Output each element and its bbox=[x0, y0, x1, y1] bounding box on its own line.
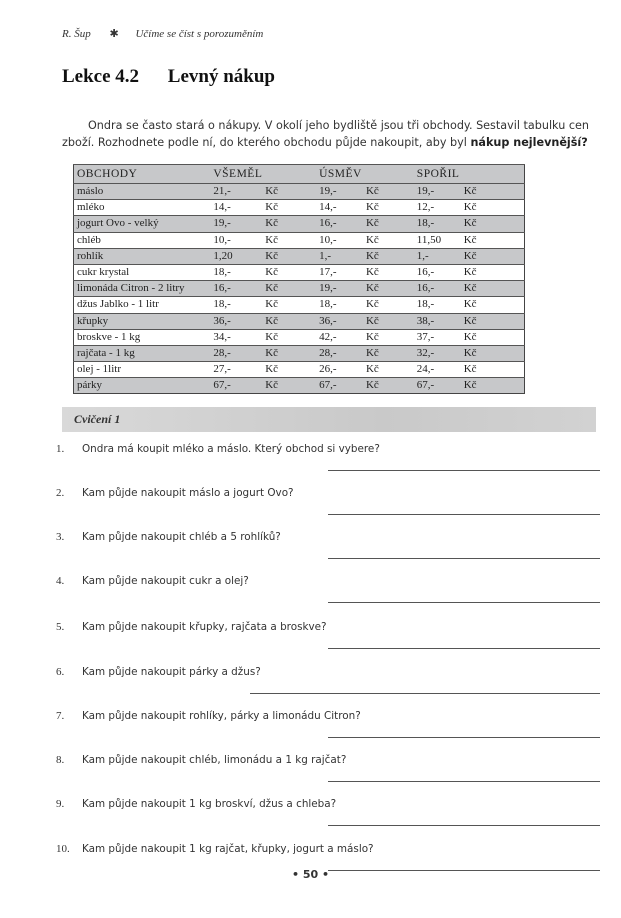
price-sporil: 32,- bbox=[414, 345, 461, 361]
price-sporil: 24,- bbox=[414, 362, 461, 378]
price-usmev: 19,- bbox=[316, 281, 363, 297]
currency: Kč bbox=[363, 362, 414, 378]
price-vsemel: 27,- bbox=[210, 362, 262, 378]
item-name: cukr krystal bbox=[74, 264, 211, 280]
price-vsemel: 10,- bbox=[210, 232, 262, 248]
price-sporil: 11,50 bbox=[414, 232, 461, 248]
table-row bbox=[74, 200, 525, 216]
col-header-vsemel: VŠEMĚL bbox=[210, 165, 316, 184]
item-name: rohlík bbox=[74, 248, 211, 264]
price-vsemel: 19,- bbox=[210, 216, 262, 232]
item-name: limonáda Citron - 2 litry bbox=[74, 281, 211, 297]
item-name: broskve - 1 kg bbox=[74, 329, 211, 345]
currency: Kč bbox=[363, 216, 414, 232]
question-number: 4. bbox=[56, 575, 65, 587]
answer-line[interactable] bbox=[328, 470, 600, 471]
currency: Kč bbox=[363, 281, 414, 297]
currency: Kč bbox=[262, 329, 316, 345]
price-usmev: 16,- bbox=[316, 216, 363, 232]
question-number: 7. bbox=[56, 710, 65, 722]
currency: Kč bbox=[262, 281, 316, 297]
price-usmev: 26,- bbox=[316, 362, 363, 378]
currency: Kč bbox=[262, 313, 316, 329]
currency: Kč bbox=[461, 184, 525, 200]
question-text: Ondra má koupit mléko a máslo. Který obchod si vybere? bbox=[82, 443, 380, 455]
currency: Kč bbox=[461, 329, 525, 345]
item-name: chléb bbox=[74, 232, 211, 248]
currency: Kč bbox=[363, 232, 414, 248]
question-text: Kam půjde nakoupit cukr a olej? bbox=[82, 575, 249, 587]
currency: Kč bbox=[262, 378, 316, 394]
question-text: Kam půjde nakoupit 1 kg rajčat, křupky, jogurt a máslo? bbox=[82, 843, 374, 855]
currency: Kč bbox=[262, 184, 316, 200]
question-item bbox=[56, 710, 361, 722]
question-item bbox=[56, 754, 346, 766]
table-row bbox=[74, 313, 525, 329]
currency: Kč bbox=[363, 264, 414, 280]
price-usmev: 1,- bbox=[316, 248, 363, 264]
question-item bbox=[56, 531, 281, 543]
price-sporil: 12,- bbox=[414, 200, 461, 216]
intro-bold: nákup nejlevnější? bbox=[470, 136, 588, 149]
currency: Kč bbox=[363, 345, 414, 361]
table-row bbox=[74, 248, 525, 264]
table-row bbox=[74, 232, 525, 248]
price-sporil: 18,- bbox=[414, 216, 461, 232]
answer-line[interactable] bbox=[328, 825, 600, 826]
question-item bbox=[56, 666, 261, 678]
question-number: 5. bbox=[56, 621, 65, 633]
price-sporil: 16,- bbox=[414, 281, 461, 297]
currency: Kč bbox=[363, 378, 414, 394]
currency: Kč bbox=[262, 200, 316, 216]
price-sporil: 19,- bbox=[414, 184, 461, 200]
answer-line[interactable] bbox=[328, 558, 600, 559]
question-number: 2. bbox=[56, 487, 65, 499]
currency: Kč bbox=[461, 232, 525, 248]
question-number: 1. bbox=[56, 443, 65, 455]
currency: Kč bbox=[262, 362, 316, 378]
price-usmev: 28,- bbox=[316, 345, 363, 361]
price-usmev: 67,- bbox=[316, 378, 363, 394]
price-usmev: 36,- bbox=[316, 313, 363, 329]
item-name: máslo bbox=[74, 184, 211, 200]
item-name: jogurt Ovo - velký bbox=[74, 216, 211, 232]
answer-line[interactable] bbox=[250, 693, 600, 694]
currency: Kč bbox=[461, 378, 525, 394]
question-text: Kam půjde nakoupit chléb a 5 rohlíků? bbox=[82, 531, 281, 543]
question-number: 8. bbox=[56, 754, 65, 766]
question-text: Kam půjde nakoupit 1 kg broskví, džus a chleba? bbox=[82, 798, 337, 810]
price-sporil: 16,- bbox=[414, 264, 461, 280]
price-usmev: 14,- bbox=[316, 200, 363, 216]
question-text: Kam půjde nakoupit křupky, rajčata a broskve? bbox=[82, 621, 327, 633]
table-row bbox=[74, 297, 525, 313]
question-text: Kam půjde nakoupit párky a džus? bbox=[82, 666, 261, 678]
currency: Kč bbox=[363, 184, 414, 200]
price-usmev: 42,- bbox=[316, 329, 363, 345]
price-vsemel: 21,- bbox=[210, 184, 262, 200]
price-vsemel: 34,- bbox=[210, 329, 262, 345]
running-header bbox=[62, 27, 263, 40]
currency: Kč bbox=[363, 297, 414, 313]
answer-line[interactable] bbox=[328, 737, 600, 738]
table-row bbox=[74, 362, 525, 378]
item-name: křupky bbox=[74, 313, 211, 329]
answer-line[interactable] bbox=[328, 781, 600, 782]
price-sporil: 37,- bbox=[414, 329, 461, 345]
price-vsemel: 28,- bbox=[210, 345, 262, 361]
intro-paragraph bbox=[62, 117, 607, 151]
table-header-row bbox=[74, 165, 525, 184]
lesson-name: Levný nákup bbox=[167, 66, 275, 87]
price-usmev: 18,- bbox=[316, 297, 363, 313]
question-number: 10. bbox=[56, 843, 70, 855]
price-vsemel: 36,- bbox=[210, 313, 262, 329]
question-item bbox=[56, 798, 336, 810]
currency: Kč bbox=[461, 200, 525, 216]
page-number: • 50 • bbox=[291, 868, 330, 881]
currency: Kč bbox=[262, 232, 316, 248]
price-vsemel: 14,- bbox=[210, 200, 262, 216]
table-row bbox=[74, 329, 525, 345]
price-usmev: 10,- bbox=[316, 232, 363, 248]
question-number: 6. bbox=[56, 666, 65, 678]
price-sporil: 18,- bbox=[414, 297, 461, 313]
author: R. Šup bbox=[62, 28, 91, 40]
price-sporil: 1,- bbox=[414, 248, 461, 264]
col-header-sporil: SPOŘIL bbox=[414, 165, 525, 184]
lesson-number: Lekce 4.2 bbox=[62, 66, 140, 87]
exercise-title: Cvičení 1 bbox=[74, 412, 121, 426]
price-vsemel: 16,- bbox=[210, 281, 262, 297]
col-header-usmev: ÚSMĚV bbox=[316, 165, 414, 184]
separator-star: ✱ bbox=[109, 28, 119, 40]
currency: Kč bbox=[262, 345, 316, 361]
currency: Kč bbox=[461, 313, 525, 329]
answer-line[interactable] bbox=[328, 648, 600, 649]
currency: Kč bbox=[461, 362, 525, 378]
price-vsemel: 67,- bbox=[210, 378, 262, 394]
price-vsemel: 18,- bbox=[210, 297, 262, 313]
currency: Kč bbox=[363, 200, 414, 216]
currency: Kč bbox=[363, 313, 414, 329]
table-row bbox=[74, 378, 525, 394]
price-usmev: 17,- bbox=[316, 264, 363, 280]
question-item bbox=[56, 843, 374, 855]
currency: Kč bbox=[262, 216, 316, 232]
answer-line[interactable] bbox=[328, 514, 600, 515]
currency: Kč bbox=[461, 345, 525, 361]
question-text: Kam půjde nakoupit máslo a jogurt Ovo? bbox=[82, 487, 294, 499]
price-vsemel: 1,20 bbox=[210, 248, 262, 264]
currency: Kč bbox=[363, 248, 414, 264]
question-number: 3. bbox=[56, 531, 65, 543]
currency: Kč bbox=[461, 297, 525, 313]
item-name: olej - 1litr bbox=[74, 362, 211, 378]
currency: Kč bbox=[262, 297, 316, 313]
answer-line[interactable] bbox=[328, 602, 600, 603]
lesson-title bbox=[62, 66, 275, 88]
question-item bbox=[56, 575, 249, 587]
currency: Kč bbox=[363, 329, 414, 345]
item-name: párky bbox=[74, 378, 211, 394]
table-row bbox=[74, 345, 525, 361]
currency: Kč bbox=[262, 248, 316, 264]
price-usmev: 19,- bbox=[316, 184, 363, 200]
currency: Kč bbox=[461, 264, 525, 280]
price-vsemel: 18,- bbox=[210, 264, 262, 280]
question-item bbox=[56, 621, 327, 633]
question-text: Kam půjde nakoupit chléb, limonádu a 1 kg rajčat? bbox=[82, 754, 347, 766]
price-sporil: 67,- bbox=[414, 378, 461, 394]
table-row bbox=[74, 264, 525, 280]
currency: Kč bbox=[461, 281, 525, 297]
currency: Kč bbox=[262, 264, 316, 280]
table-row bbox=[74, 184, 525, 200]
question-text: Kam půjde nakoupit rohlíky, párky a limonádu Citron? bbox=[82, 710, 361, 722]
col-header-shops: OBCHODY bbox=[74, 165, 211, 184]
question-number: 9. bbox=[56, 798, 65, 810]
currency: Kč bbox=[461, 248, 525, 264]
table-row bbox=[74, 216, 525, 232]
price-table bbox=[73, 164, 525, 394]
item-name: mléko bbox=[74, 200, 211, 216]
currency: Kč bbox=[461, 216, 525, 232]
question-item bbox=[56, 443, 380, 455]
intro-text: Ondra se často stará o nákupy. V okolí jeho bydliště jsou tři obchody. Sestavil tabulku cen zboží. Rozhodnete podle ní, do kterého obchodu půjde nakoupit, aby byl bbox=[62, 119, 589, 149]
table-row bbox=[74, 281, 525, 297]
question-item bbox=[56, 487, 294, 499]
item-name: rajčata - 1 kg bbox=[74, 345, 211, 361]
price-sporil: 38,- bbox=[414, 313, 461, 329]
item-name: džus Jablko - 1 litr bbox=[74, 297, 211, 313]
book-title: Učíme se číst s porozuměním bbox=[135, 28, 264, 40]
exercise-heading bbox=[62, 407, 596, 432]
